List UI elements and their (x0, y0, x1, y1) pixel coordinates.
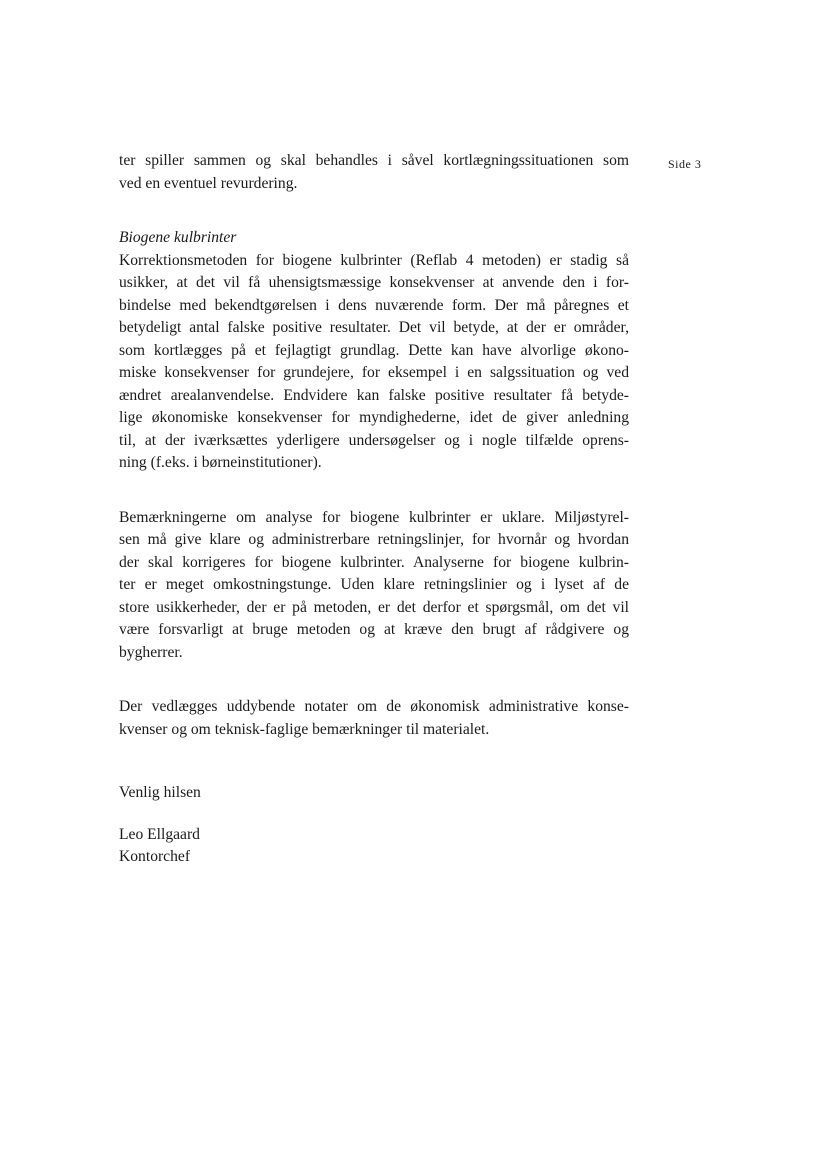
section-heading: Biogene kulbrinter (119, 229, 237, 246)
text-line: bindelse med bekendtgørelsen i dens nuværende form. Der må påregnes et (119, 296, 629, 314)
text-line: usikker, at det vil få uhensigtsmæssige konsekvenser at anvende den i for- (119, 274, 629, 291)
text-line: betydeligt antal falske positive resultater. Det vil betyde, at der er områder, (119, 319, 629, 336)
text-line: ter er meget omkostningstunge. Uden klare retningslinier og i lyset af de (119, 576, 629, 593)
text-line: Korrektionsmetoden for biogene kulbrinter (Reflab 4 metoden) er stadig så (119, 251, 629, 269)
text-line: ved en eventuel revurdering. (119, 174, 298, 192)
closing-greeting: Venlig hilsen (119, 784, 201, 801)
text-line: store usikkerheder, der er på metoden, er det derfor et spørgsmål, om det vil (119, 598, 629, 616)
signatory-title: Kontorchef (119, 848, 191, 865)
text-line: som kortlægges på et fejlagtigt grundlag. Dette kan have alvorlige økono- (119, 341, 629, 359)
text-line: sen må give klare og administrerbare retningslinjer, for hvornår og hvordan (119, 531, 629, 548)
text-line: der skal korrigeres for biogene kulbrinter. Analyserne for biogene kulbrin- (119, 553, 629, 571)
intro-paragraph (119, 150, 629, 195)
text-line: kvenser og om teknisk-faglige bemærkninger til materialet. (119, 720, 490, 738)
closing (119, 782, 629, 869)
text-line: lige økonomiske konsekvenser for myndighederne, idet de giver anledning (119, 409, 629, 426)
paragraph-analyses (119, 507, 629, 665)
text-line: Bemærkningerne om analyse for biogene kulbrinter er uklare. Miljøstyrel- (119, 508, 629, 526)
letter-body (119, 150, 629, 869)
text-line: til, at der iværksættes yderligere undersøgelser og i nogle tilfælde oprens- (119, 431, 629, 449)
paragraph-attachments (119, 696, 629, 741)
text-line: miske konsekvenser for grundejere, for eksempel i en salgssituation og ved (119, 364, 629, 381)
text-line: ning (f.eks. i børneinstitutioner). (119, 454, 322, 471)
text-line: bygherrer. (119, 643, 183, 661)
text-line: Der vedlægges uddybende notater om de økonomisk administrative konse- (119, 698, 629, 715)
page-number: Side 3 (668, 157, 702, 171)
text-line: ter spiller sammen og skal behandles i såvel kortlægningssituationen som (119, 152, 629, 169)
text-line: være forsvarligt at bruge metoden og at kræve den brugt af rådgivere og (119, 621, 629, 638)
section-biogene-kulbrinter (119, 227, 629, 475)
text-line: ændret arealanvendelse. Endvidere kan falske positive resultater få betyde- (119, 386, 629, 404)
signatory-name: Leo Ellgaard (119, 825, 200, 843)
